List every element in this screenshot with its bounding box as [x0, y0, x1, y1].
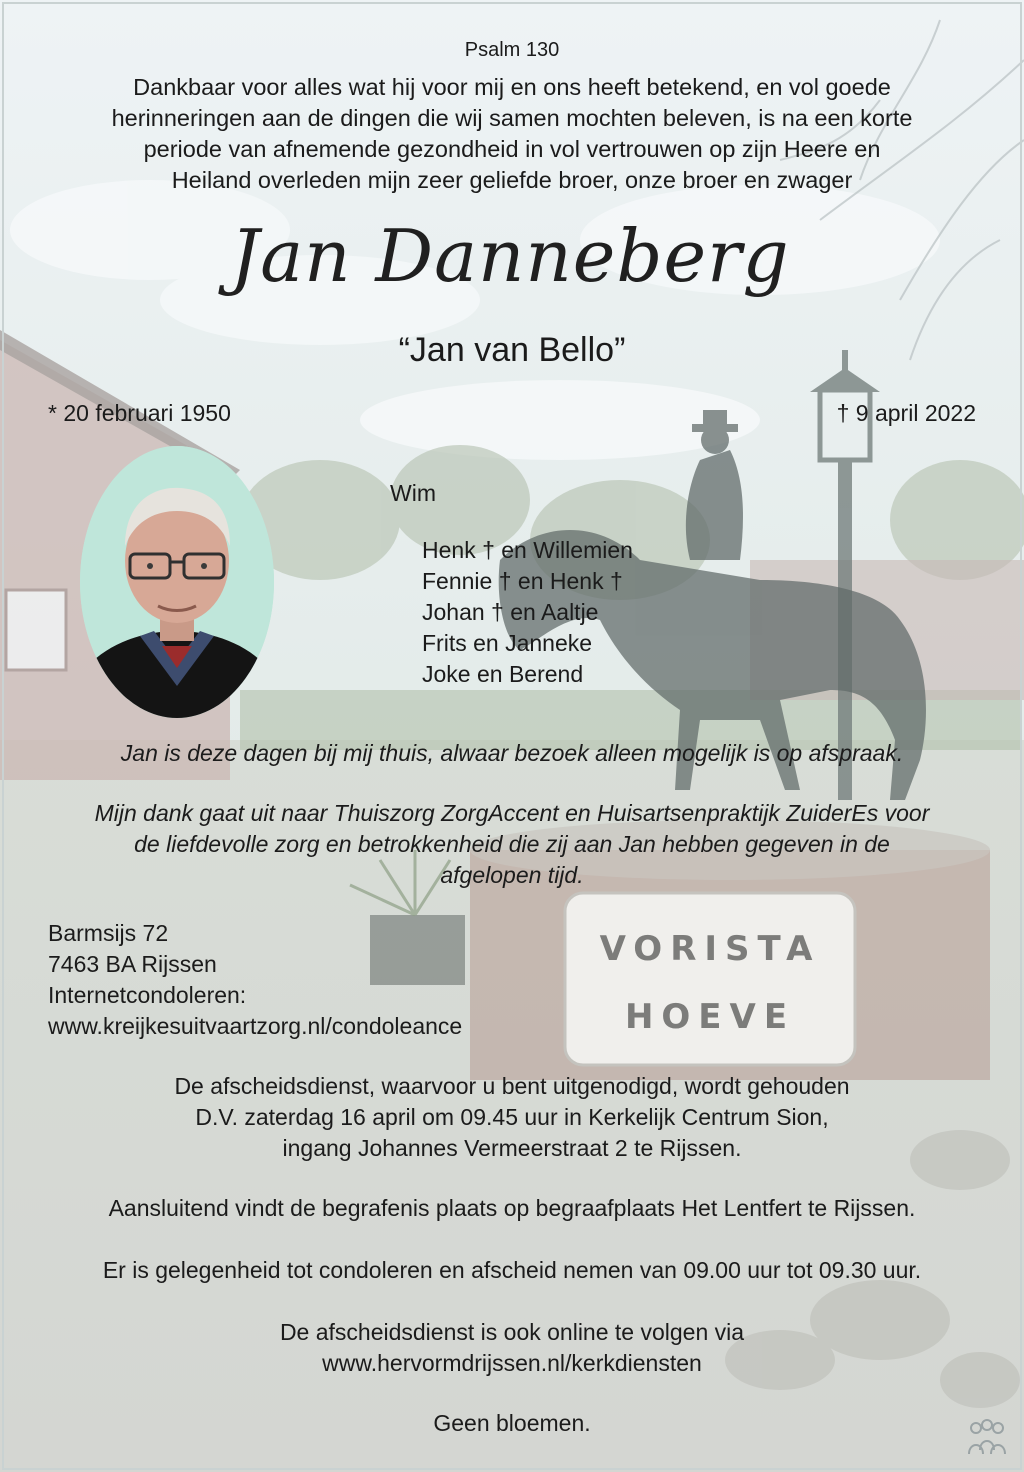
deceased-name: Jan Danneberg	[230, 214, 790, 298]
service-line: De afscheidsdienst, waarvoor u bent uitgenodigd, wordt gehouden	[174, 1073, 850, 1099]
online-stream-info	[30, 1317, 994, 1379]
sign-line-2: HOEVE	[624, 997, 796, 1037]
thanks-line: Mijn dank gaat uit naar Thuiszorg ZorgAccent en Huisartsenpraktijk ZuiderEs voor	[94, 800, 930, 826]
thanks-line: afgelopen tijd.	[440, 862, 584, 888]
funeral-service-info	[30, 1071, 994, 1164]
thanks-line: de liefdevolle zorg en betrokkenheid die zij aan Jan hebben gegeven in de	[134, 831, 890, 857]
online-line: De afscheidsdienst is ook online te volgen via	[279, 1319, 745, 1345]
thanks-text	[30, 798, 994, 891]
portrait-image	[80, 446, 274, 718]
family-member: Henk † en Willemien	[422, 537, 633, 563]
intro-line: periode van afnemende gezondheid in vol vertrouwen op zijn Heere en	[143, 136, 881, 162]
intro-line: Heiland overleden mijn zeer geliefde broer, onze broer en zwager	[171, 167, 853, 193]
sign-lettering	[565, 915, 855, 1051]
service-line: ingang Johannes Vermeerstraat 2 te Rijssen.	[282, 1135, 742, 1161]
birth-date: * 20 februari 1950	[48, 400, 231, 426]
correspondence-address	[48, 918, 462, 1042]
online-link[interactable]: www.hervormdrijssen.nl/kerkdiensten	[322, 1350, 702, 1376]
condolence-link[interactable]: www.kreijkesuitvaartzorg.nl/condoleance	[48, 1013, 463, 1039]
no-flowers-note: Geen bloemen.	[433, 1410, 591, 1436]
death-date: † 9 april 2022	[836, 400, 976, 426]
publisher-logo-icon	[966, 1418, 1008, 1458]
intro-text	[30, 72, 994, 196]
family-member: Johan † en Aaltje	[422, 599, 599, 625]
signatory: Wim	[390, 480, 436, 506]
sign-line-1: VORISTA	[599, 929, 821, 969]
intro-line: Dankbaar voor alles wat hij voor mij en ons heeft betekend, en vol goede	[133, 74, 891, 100]
address-postcode: 7463 BA Rijssen	[48, 951, 217, 977]
condolence-info: Er is gelegenheid tot condoleren en afscheid nemen van 09.00 uur tot 09.30 uur.	[102, 1257, 922, 1283]
family-member: Joke en Berend	[422, 661, 584, 687]
family-list	[422, 535, 633, 690]
intro-line: herinneringen aan de dingen die wij samen mochten beleven, is na een korte	[111, 105, 913, 131]
visit-note: Jan is deze dagen bij mij thuis, alwaar bezoek alleen mogelijk is op afspraak.	[120, 740, 904, 766]
service-line: D.V. zaterdag 16 april om 09.45 uur in Kerkelijk Centrum Sion,	[195, 1104, 829, 1130]
nickname: “Jan van Bello”	[398, 331, 626, 369]
condolence-label: Internetcondoleren:	[48, 982, 247, 1008]
family-member: Frits en Janneke	[422, 630, 593, 656]
burial-info: Aansluitend vindt de begrafenis plaats op begraafplaats Het Lentfert te Rijssen.	[108, 1195, 916, 1221]
family-member: Fennie † en Henk †	[422, 568, 623, 594]
psalm-reference: Psalm 130	[464, 39, 560, 61]
portrait-photo	[80, 446, 274, 718]
address-street: Barmsijs 72	[48, 920, 169, 946]
